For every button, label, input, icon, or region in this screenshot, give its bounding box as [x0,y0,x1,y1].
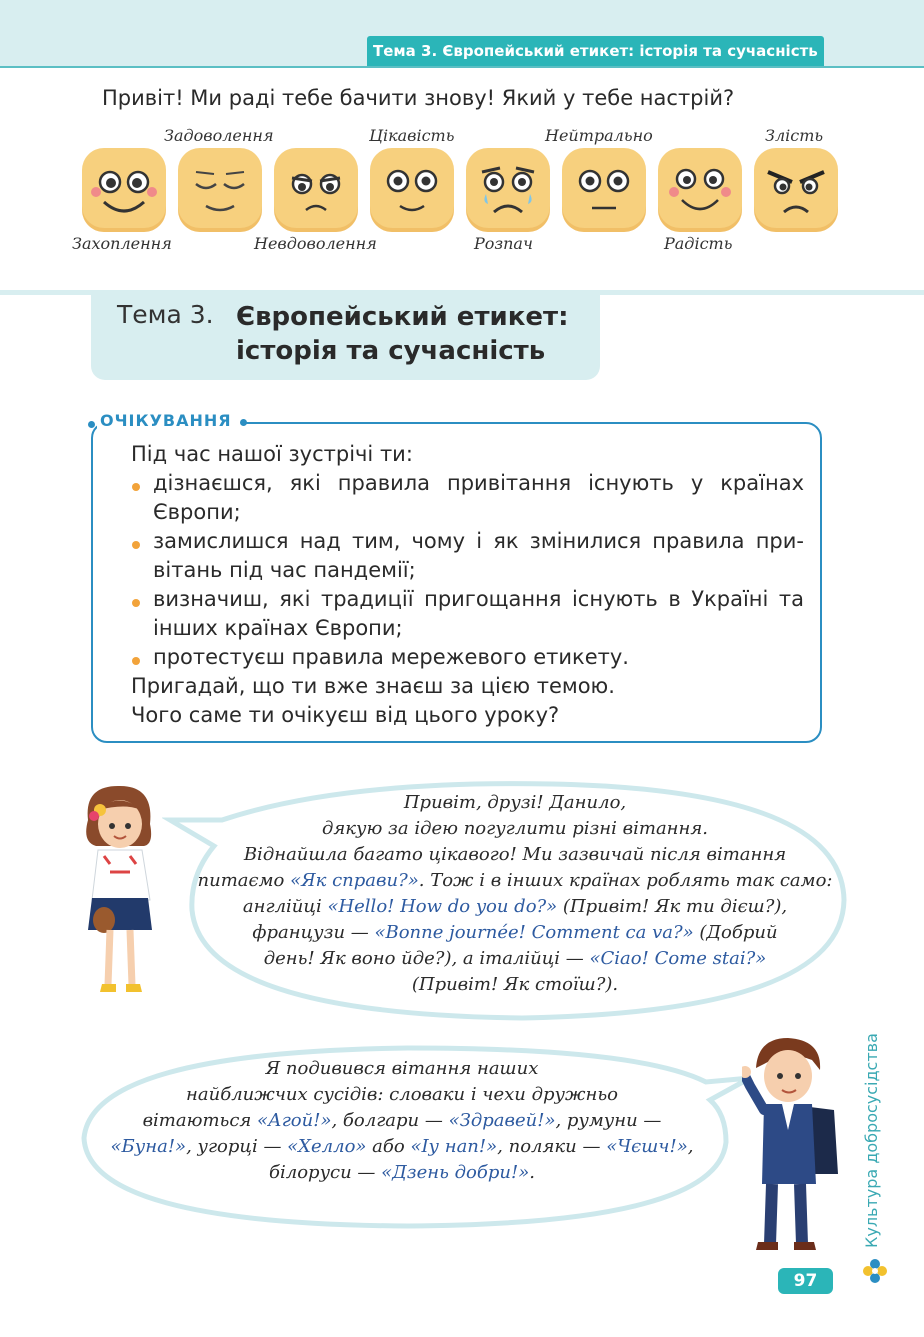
girl-line-7-a: день! Як воно йде?), а італійці — [263,948,590,969]
boy-character-illustration [742,1034,842,1254]
boy-line-5 [82,1160,722,1186]
girl-line-4 [180,868,850,894]
mood-label-discontent: Невдоволення [254,234,377,253]
topic-number: Тема 3. [117,300,214,329]
boy-line-3-a: вітаються [142,1110,258,1131]
boy-line-5-a: білоруси — [269,1162,382,1183]
girl-line-5-b: (Привіт! Як ти дієш?), [557,896,788,917]
expectation-item: замислишся над тим, чому і як змінилися правила привітань під час пандемії; [131,527,804,585]
greeting-phrase: «Агой!» [257,1110,332,1131]
header-topic-tab: Тема 3. Європейський етикет: історія та сучасність [367,36,824,66]
label-dot-right [240,419,247,426]
greeting-phrase: «Іу нап!» [410,1136,498,1157]
mood-label-joy: Радість [664,234,733,253]
girl-speech-text [180,790,850,998]
despair-face-icon[interactable] [466,148,550,232]
expectation-item: визначиш, які традиції пригощання існують в Україні та інших країнах Європи; [131,585,804,643]
greeting-question: Привіт! Ми раді тебе бачити знову! Який у тебе настрій? [102,86,735,110]
expectations-outro-1: Пригадай, що ти вже знаєш за цією темою. [131,674,615,698]
boy-line-1: Я подивився вітання наших [265,1058,539,1079]
greeting-phrase: «Hello! How do you do?» [327,896,558,917]
satisfaction-face-icon[interactable] [178,148,262,232]
boy-line-5-b: . [529,1162,535,1183]
girl-line-1: Привіт, друзі! Данило, [403,792,627,813]
girl-line-4-a: питаємо [197,870,291,891]
boy-line-3-b: , болгари — [331,1110,449,1131]
girl-line-3: Віднайшла багато цікавого! Ми зазвичай після вітання [243,844,787,865]
girl-line-5-a: англійці [242,896,328,917]
boy-line-3 [82,1108,722,1134]
boy-line-4-d: , [687,1136,694,1157]
girl-line-7 [180,946,850,972]
mood-label-satisfaction: Задоволення [164,126,274,145]
greeting-phrase: «Ciao! Come stai?» [589,948,767,969]
boy-line-3-c: , румуни — [555,1110,662,1131]
page-number: 97 [793,1271,818,1291]
boy-speech-text [82,1056,722,1186]
delight-face-icon[interactable] [82,148,166,232]
greeting-phrase: «Дзень добри!» [381,1162,530,1183]
curiosity-face-icon[interactable] [370,148,454,232]
girl-line-2: дякую за ідею погуглити різні вітання. [321,818,709,839]
flower-icon [862,1258,888,1284]
topic-title-line1: Європейський етикет: [236,302,569,332]
mood-label-delight: Захоплення [72,234,172,253]
expectation-item: дізнаєшся, які правила привітання існують у країнах Європи; [131,469,804,527]
girl-line-5 [180,894,850,920]
girl-line-6-b: (Добрий [693,922,778,943]
mood-label-curiosity: Цікавість [369,126,455,145]
section-side-title: Культура добросусідства [862,1033,881,1248]
girl-line-6 [180,920,850,946]
greeting-phrase: «Bonne journée! Comment ca va?» [374,922,694,943]
boy-line-4-b: або [366,1136,411,1157]
mood-label-despair: Розпач [474,234,533,253]
joy-face-icon[interactable] [658,148,742,232]
greeting-phrase: «Хелло» [287,1136,367,1157]
expectations-intro: Під час нашої зустрічі ти: [131,442,413,466]
expectations-label: ОЧІКУВАННЯ [100,411,232,430]
discontent-face-icon[interactable] [274,148,358,232]
greeting-phrase: «Як справи?» [290,870,419,891]
mood-label-anger: Злість [765,126,824,145]
greeting-phrase: «Чєшч!» [606,1136,688,1157]
greeting-phrase: «Буна!» [110,1136,187,1157]
girl-character-illustration [70,780,170,1005]
boy-line-4-a: , угорці — [186,1136,288,1157]
topic-title-line2: історія та сучасність [236,336,546,366]
boy-line-4 [82,1134,722,1160]
girl-line-4-b: . Тож і в інших країнах роблять так само: [418,870,833,891]
boy-line-2: найближчих сусідів: словаки і чехи дружньо [186,1084,618,1105]
expectations-outro-2: Чого саме ти очікуєш від цього уроку? [131,703,560,727]
expectations-text [131,440,804,730]
mood-label-neutral: Нейтрально [545,126,653,145]
topic-title [236,300,596,368]
girl-line-8: (Привіт! Як стоїш?). [411,974,619,995]
label-dot-left [88,421,95,428]
boy-line-4-c: , поляки — [497,1136,607,1157]
anger-face-icon[interactable] [754,148,838,232]
girl-line-6-a: французи — [252,922,375,943]
expectation-item: протестуєш правила мережевого етикету. [131,643,804,672]
greeting-phrase: «Здравей!» [448,1110,556,1131]
neutral-face-icon[interactable] [562,148,646,232]
